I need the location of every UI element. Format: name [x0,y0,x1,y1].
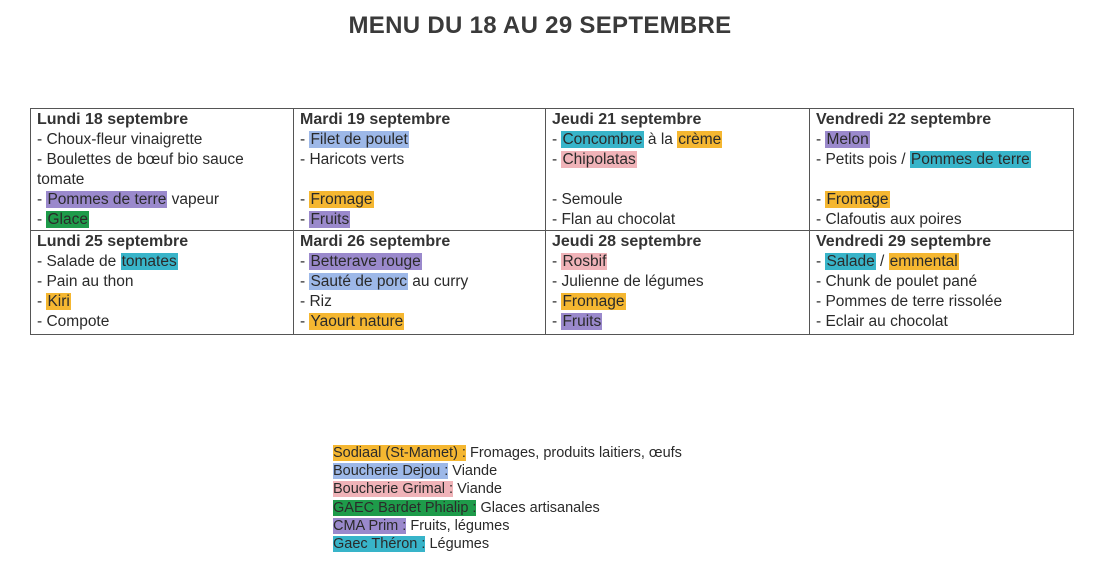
menu-item [37,252,293,272]
legend-entry [333,499,682,517]
menu-item [552,190,809,210]
item-text: - Eclair au chocolat [816,313,948,330]
item-text: - Pommes de terre rissolée [816,293,1003,310]
menu-item [37,210,293,230]
legend-supplier: GAEC Bardet Phialip : [333,499,477,516]
day-heading: Vendredi 29 septembre [816,233,992,250]
legend-products: Viande [448,463,498,480]
item-text: - Semoule [552,191,623,208]
legend-supplier: Gaec Théron : [333,536,426,553]
highlighted-item: emmental [889,253,958,270]
menu-item [300,210,545,230]
item-text: - [552,293,562,310]
item-text: - [300,313,310,330]
menu-item [300,292,545,312]
item-text: - [300,253,310,270]
menu-item [300,130,545,150]
item-text: - [552,131,562,148]
day-heading: Jeudi 28 septembre [552,233,702,250]
item-text: - Riz [300,293,332,310]
menu-item [300,190,545,210]
day-heading: Lundi 18 septembre [37,111,189,128]
menu-item [552,170,809,190]
menu-item [552,130,809,150]
highlighted-item: Fromage [562,293,625,310]
highlighted-item: Melon [826,131,869,148]
item-text: - [300,131,310,148]
menu-item [300,312,545,332]
highlighted-item: Chipolatas [562,151,636,168]
menu-item [37,312,293,332]
highlighted-item: Betterave rouge [310,253,421,270]
menu-item [552,252,809,272]
menu-item [816,130,1073,150]
item-text: - [37,293,47,310]
day-cell [810,109,1074,231]
item-text: à la [643,131,678,148]
legend-supplier: Sodiaal (St-Mamet) : [333,445,466,461]
menu-item [552,312,809,332]
highlighted-item: Fromage [826,191,889,208]
day-heading: Jeudi 21 septembre [552,111,702,128]
item-text: - Choux-fleur vinaigrette [37,131,203,148]
item-text: / [875,253,889,270]
item-text: - Clafoutis aux poires [816,211,962,228]
item-text: - [37,191,47,208]
legend-supplier: Boucherie Grimal : [333,481,454,498]
menu-item [37,130,293,150]
day-heading: Mardi 19 septembre [300,111,451,128]
item-text: - Salade de [37,253,121,270]
item-text: - Chunk de poulet pané [816,273,978,290]
legend-supplier: Boucherie Dejou : [333,463,449,480]
menu-item [37,292,293,312]
item-text: - Pain au thon [37,273,134,290]
item-text: - [37,211,47,228]
day-cell [810,231,1074,335]
item-text: - [552,253,562,270]
item-text: au curry [407,273,469,290]
item-text: - [816,191,826,208]
highlighted-item: Pommes de terre [47,191,167,208]
menu-item [300,252,545,272]
menu-item [37,150,293,190]
menu-item [816,292,1073,312]
legend-supplier: CMA Prim : [333,517,407,534]
legend-products: Fruits, légumes [406,517,510,534]
item-text: - Flan au chocolat [552,211,676,228]
item-text: - [552,313,562,330]
menu-item [552,272,809,292]
legend-entry [333,444,682,462]
highlighted-item: tomates [121,253,177,270]
item-text: - Compote [37,313,110,330]
item-text: - Petits pois / [816,151,910,168]
highlighted-item: Sauté de porc [310,273,407,290]
highlighted-item: Kiri [47,293,70,310]
day-heading: Mardi 26 septembre [300,233,451,250]
menu-week-1 [31,109,1074,231]
menu-item [300,150,545,170]
highlighted-item: Yaourt nature [310,313,404,330]
highlighted-item: Salade [826,253,875,270]
menu-item [552,292,809,312]
menu-item [816,170,1073,190]
highlighted-item: Fromage [310,191,373,208]
legend-entry [333,535,682,553]
menu-item [816,272,1073,292]
legend-entry [333,462,682,480]
highlighted-item: Fruits [310,211,350,228]
highlighted-item: Glace [47,211,88,228]
menu-item [816,190,1073,210]
day-cell [546,109,810,231]
menu-item [300,170,545,190]
menu-item [552,150,809,170]
legend-products: Légumes [425,536,490,553]
day-cell [31,109,294,231]
highlighted-item: Pommes de terre [910,151,1030,168]
day-cell [294,231,546,335]
highlighted-item: Fruits [562,313,602,330]
day-cell [294,109,546,231]
day-heading: Lundi 25 septembre [37,233,189,250]
menu-item [816,312,1073,332]
item-text: - Julienne de légumes [552,273,704,290]
item-text: - [300,191,310,208]
item-text: - [816,253,826,270]
day-cell [546,231,810,335]
item-text: - Boulettes de bœuf bio sauce tomate [37,151,244,188]
menu-week-2 [31,231,1074,335]
item-text: - [300,273,310,290]
menu-item [816,252,1073,272]
menu-item [300,272,545,292]
legend-products: Viande [453,481,502,498]
menu-table [30,108,1074,335]
menu-item [37,190,293,210]
day-cell [31,231,294,335]
legend-entry [333,480,682,498]
item-text: - Haricots verts [300,151,405,168]
highlighted-item: crème [678,131,722,148]
day-heading: Vendredi 22 septembre [816,111,992,128]
item-text: - [552,151,562,168]
highlighted-item: Rosbif [562,253,607,270]
menu-item [816,210,1073,230]
menu-item [552,210,809,230]
page-title: MENU DU 18 AU 29 SEPTEMBRE [348,12,732,39]
supplier-legend [333,444,682,553]
item-text: - [300,211,310,228]
legend-entry [333,517,682,535]
highlighted-item: Concombre [562,131,643,148]
item-text: - [816,131,826,148]
menu-item [816,150,1073,170]
legend-products: Fromages, produits laitiers, œufs [465,445,682,461]
highlighted-item: Filet de poulet [310,131,408,148]
menu-item [37,272,293,292]
item-text: vapeur [167,191,220,208]
legend-products: Glaces artisanales [476,499,600,516]
